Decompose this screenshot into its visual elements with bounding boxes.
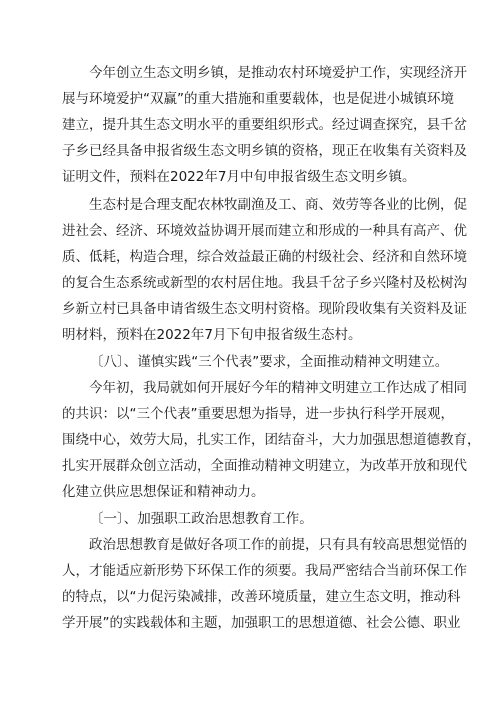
text-line: 学开展”的实践载体和主题，加强职工的思想道德、社会公德、职业: [62, 615, 461, 631]
text-line: 的共识：以“三个代表”重要思想为指导，进一步执行科学开展观，: [62, 406, 454, 422]
section-heading-8: [62, 349, 449, 375]
paragraph-eco-township: [62, 60, 467, 190]
text-line: 明材料，预料在2022年7月下旬申报省级生态村。: [62, 327, 362, 343]
paragraph-spiritual-civilization: [62, 375, 481, 505]
text-line: 围绕中心，效劳大局，扎实工作，团结奋斗，大力加强思想道德教育，: [62, 432, 481, 448]
text-line: 的复合生态系统或新型的农村居住地。我县千岔子乡兴隆村及松树沟: [62, 275, 467, 291]
text-line: 建立，提升其生态文明水平的重要组织形式。经过调查探究，县千岔: [62, 117, 467, 133]
text-line: 政治思想教育是做好各项工作的前提，只有具有较高思想觉悟的: [89, 537, 467, 553]
text-line: 进社会、经济、环境效益协调开展而建立和形成的一种具有高产、优: [62, 223, 467, 239]
text-line: 质、低耗，构造合理，综合效益最正确的村级社会、经济和自然环境: [62, 249, 467, 265]
paragraph-eco-village: [62, 192, 467, 348]
section-heading-1: [62, 506, 434, 532]
text-line: 扎实开展群众创立活动，全面推动精神文明建立，为改革开放和现代: [62, 458, 467, 474]
text-line: 化建立供应思想保证和精神动力。: [62, 484, 265, 500]
text-line: 子乡已经具备申报省级生态文明乡镇的资格，现正在收集有关资料及: [62, 143, 467, 159]
text-line: 人，才能适应新形势下环保工作的须要。我局严密结合当前环保工作: [62, 563, 467, 579]
paragraph-political-education: [62, 532, 467, 636]
text-line: 证明文件，预料在2022年7月中旬申报省级生态文明乡镇。: [62, 169, 416, 185]
text-line: 生态村是合理支配农林牧副渔及工、商、效劳等各业的比例，促: [89, 197, 467, 213]
text-line: 今年创立生态文明乡镇，是推动农村环境爱护工作，实现经济开: [89, 65, 467, 81]
heading-line: 〔八〕、谨慎实践“三个代表”要求，全面推动精神文明建立。: [90, 354, 449, 370]
heading-line: 〔一〕、加强职工政治思想教育工作。: [90, 511, 313, 527]
text-line: 的特点，以“力促污染减排，改善环境质量，建立生态文明，推动科: [62, 589, 461, 605]
text-line: 乡新立村已具备申请省级生态文明村资格。现阶段收集有关资料及证: [62, 301, 467, 317]
text-line: 展与环境爱护“双赢”的重大措施和重要载体，也是促进小城镇环境: [62, 91, 454, 107]
text-line: 今年初，我局就如何开展好今年的精神文明建立工作达成了相同: [89, 380, 467, 396]
